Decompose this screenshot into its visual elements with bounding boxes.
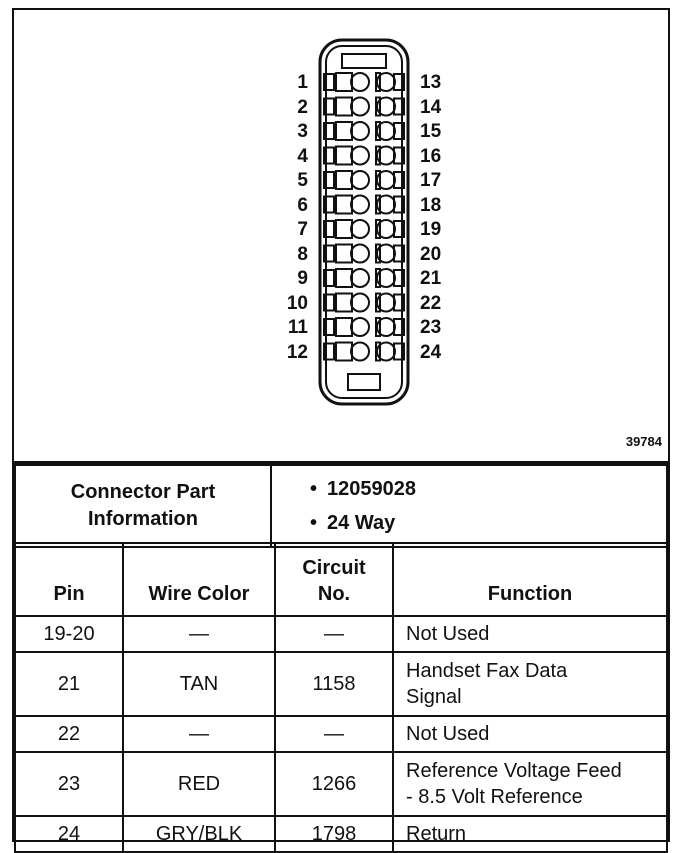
function-line1: Not Used [406,623,490,645]
connector-document [12,8,670,845]
table-row [15,716,667,752]
connector-info-values [271,465,667,547]
bullet-icon: • [310,512,318,534]
pin-cavity-shape [336,245,352,263]
cell-circuit: 1798 [275,816,393,852]
connector-part-information [14,464,668,548]
pin-number-label: 24 [420,341,442,363]
connector-drawing [14,10,668,461]
pin-cavities [324,73,404,361]
pin-number-label: 8 [297,243,308,265]
figure-number: 39784 [625,434,662,449]
pin-cavity-shape [351,269,369,287]
cell-pin: 22 [15,716,123,752]
pin-cavity-shape [336,73,352,91]
pin-number-label: 5 [297,170,308,191]
part-number: 12059028 [327,478,416,500]
function-line1: Handset Fax Data [406,660,568,682]
pin-number-label: 23 [420,317,442,338]
pin-number-label: 15 [420,121,442,142]
table-row [15,816,667,852]
cell-circuit: — [275,716,393,752]
cell-wire-color: — [123,716,275,752]
pin-cavity-shape [336,318,352,336]
cell-function [393,752,667,816]
pin-number-label: 22 [420,292,442,314]
connector-info-label [15,465,271,547]
cell-circuit: — [275,616,393,652]
header-wire-color: Wire Color [123,543,275,616]
header-function: Function [393,543,667,616]
connector-info-label-line2: Information [88,508,198,530]
pin-cavity-shape [351,171,369,189]
function-line1: Not Used [406,723,490,745]
cell-function [393,716,667,752]
pin-cavity-shape [336,122,352,140]
table-row [15,616,667,652]
cell-pin: 23 [15,752,123,816]
pin-cavity-shape [351,147,369,165]
cell-wire-color: GRY/BLK [123,816,275,852]
header-circuit-no [275,543,393,616]
way-count: 24 Way [327,512,396,534]
cell-wire-color: — [123,616,275,652]
pin-number-label: 7 [297,219,308,240]
cell-pin: 24 [15,816,123,852]
cell-function [393,652,667,716]
pin-cavity-shape [336,196,352,214]
pin-cavity-shape [351,294,369,312]
function-line2: - 8.5 Volt Reference [406,786,583,808]
pin-cavity-shape [351,343,369,361]
function-line1: Reference Voltage Feed [406,760,622,782]
pin-cavity-shape [351,73,369,91]
cell-wire-color: TAN [123,652,275,716]
cell-function [393,616,667,652]
pin-cavity-shape [336,269,352,287]
pin-cavity-shape [336,294,352,312]
function-line2: Signal [406,686,462,708]
pin-number-label: 17 [420,170,442,191]
pin-cavity-shape [336,171,352,189]
pin-number-label: 9 [297,268,308,289]
pin-cavity-shape [351,220,369,238]
cell-wire-color: RED [123,752,275,816]
pin-cavity-shape [351,122,369,140]
way-count-item [310,506,665,540]
pin-number-label: 13 [420,72,442,93]
pin-number-label: 2 [297,96,308,118]
pin-number-label: 18 [420,194,442,216]
pin-number-label: 1 [297,72,308,93]
cell-pin: 19-20 [15,616,123,652]
cell-circuit: 1266 [275,752,393,816]
pin-table [14,542,668,853]
cell-circuit: 1158 [275,652,393,716]
connector-diagram [14,10,668,464]
pin-number-label: 16 [420,145,442,167]
table-row [15,652,667,716]
connector-info-label-line1: Connector Part [70,481,216,503]
pin-cavity-shape [336,343,352,361]
pin-cavity-shape [351,245,369,263]
pin-table-header [15,543,667,616]
part-number-item [310,472,665,506]
pin-number-label: 14 [420,96,442,118]
header-pin: Pin [15,543,123,616]
pin-number-label: 11 [287,317,308,338]
pin-number-label: 6 [297,194,308,216]
cell-function [393,816,667,852]
pin-number-label: 12 [286,341,308,363]
pin-cavity-shape [336,220,352,238]
header-circuit-line2: No. [317,583,351,605]
pin-number-label: 19 [420,219,442,240]
header-circuit-line1: Circuit [302,557,366,579]
pin-cavity-shape [351,196,369,214]
cell-pin: 21 [15,652,123,716]
pin-number-label: 20 [420,243,442,265]
pin-number-label: 4 [297,145,308,167]
pin-cavity-shape [351,98,369,116]
pin-number-label: 21 [420,268,442,289]
pin-cavity-shape [336,147,352,165]
pin-number-label: 3 [297,121,308,142]
pin-cavity-shape [351,318,369,336]
table-row [15,752,667,816]
bullet-icon: • [310,478,318,500]
function-line1: Return [406,823,467,845]
pin-cavity-shape [336,98,352,116]
pin-number-label: 10 [286,292,308,314]
